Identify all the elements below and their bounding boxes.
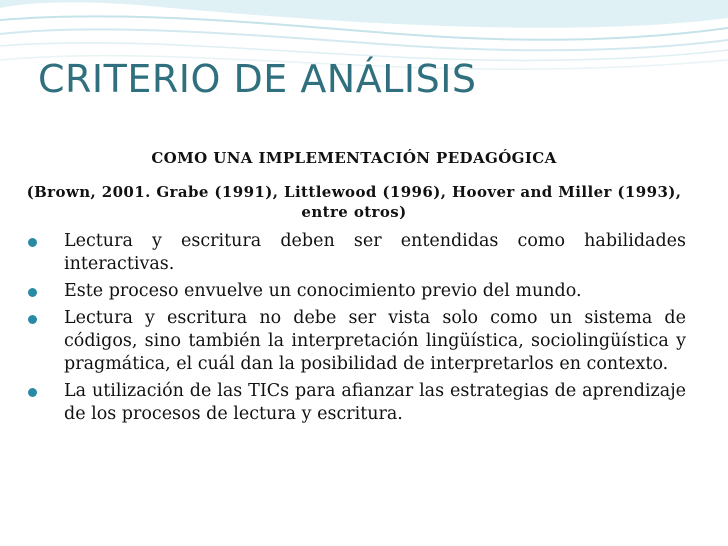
bullet-text: Lectura y escritura no debe ser vista solo como un sistema de códigos, sino también la interpretación lingüística, sociolingüística y pragmática, el cuál dan la posibilidad de interpretarlos en contexto. <box>64 308 686 374</box>
bullet-dot-icon <box>28 238 37 247</box>
bullet-item <box>22 230 686 276</box>
slide-content <box>22 148 686 430</box>
bullet-text: La utilización de las TICs para afianzar las estrategias de aprendizaje de los procesos de lectura y escritura. <box>64 381 686 424</box>
bullet-item <box>22 380 686 426</box>
bullet-item <box>22 307 686 376</box>
slide-title: CRITERIO DE ANÁLISIS <box>38 57 477 101</box>
bullet-item <box>22 280 686 303</box>
references-text: (Brown, 2001. Grabe (1991), Littlewood (1996), Hoover and Miller (1993), entre otros) <box>26 183 682 221</box>
bullet-dot-icon <box>28 288 37 297</box>
bullet-dot-icon <box>28 388 37 397</box>
bullet-list <box>22 230 686 426</box>
bullet-text: Lectura y escritura deben ser entendidas como habilidades interactivas. <box>64 231 686 274</box>
bullet-dot-icon <box>28 315 37 324</box>
bullet-text: Este proceso envuelve un conocimiento previo del mundo. <box>64 281 582 301</box>
subheading: COMO UNA IMPLEMENTACIÓN PEDAGÓGICA <box>151 149 557 167</box>
